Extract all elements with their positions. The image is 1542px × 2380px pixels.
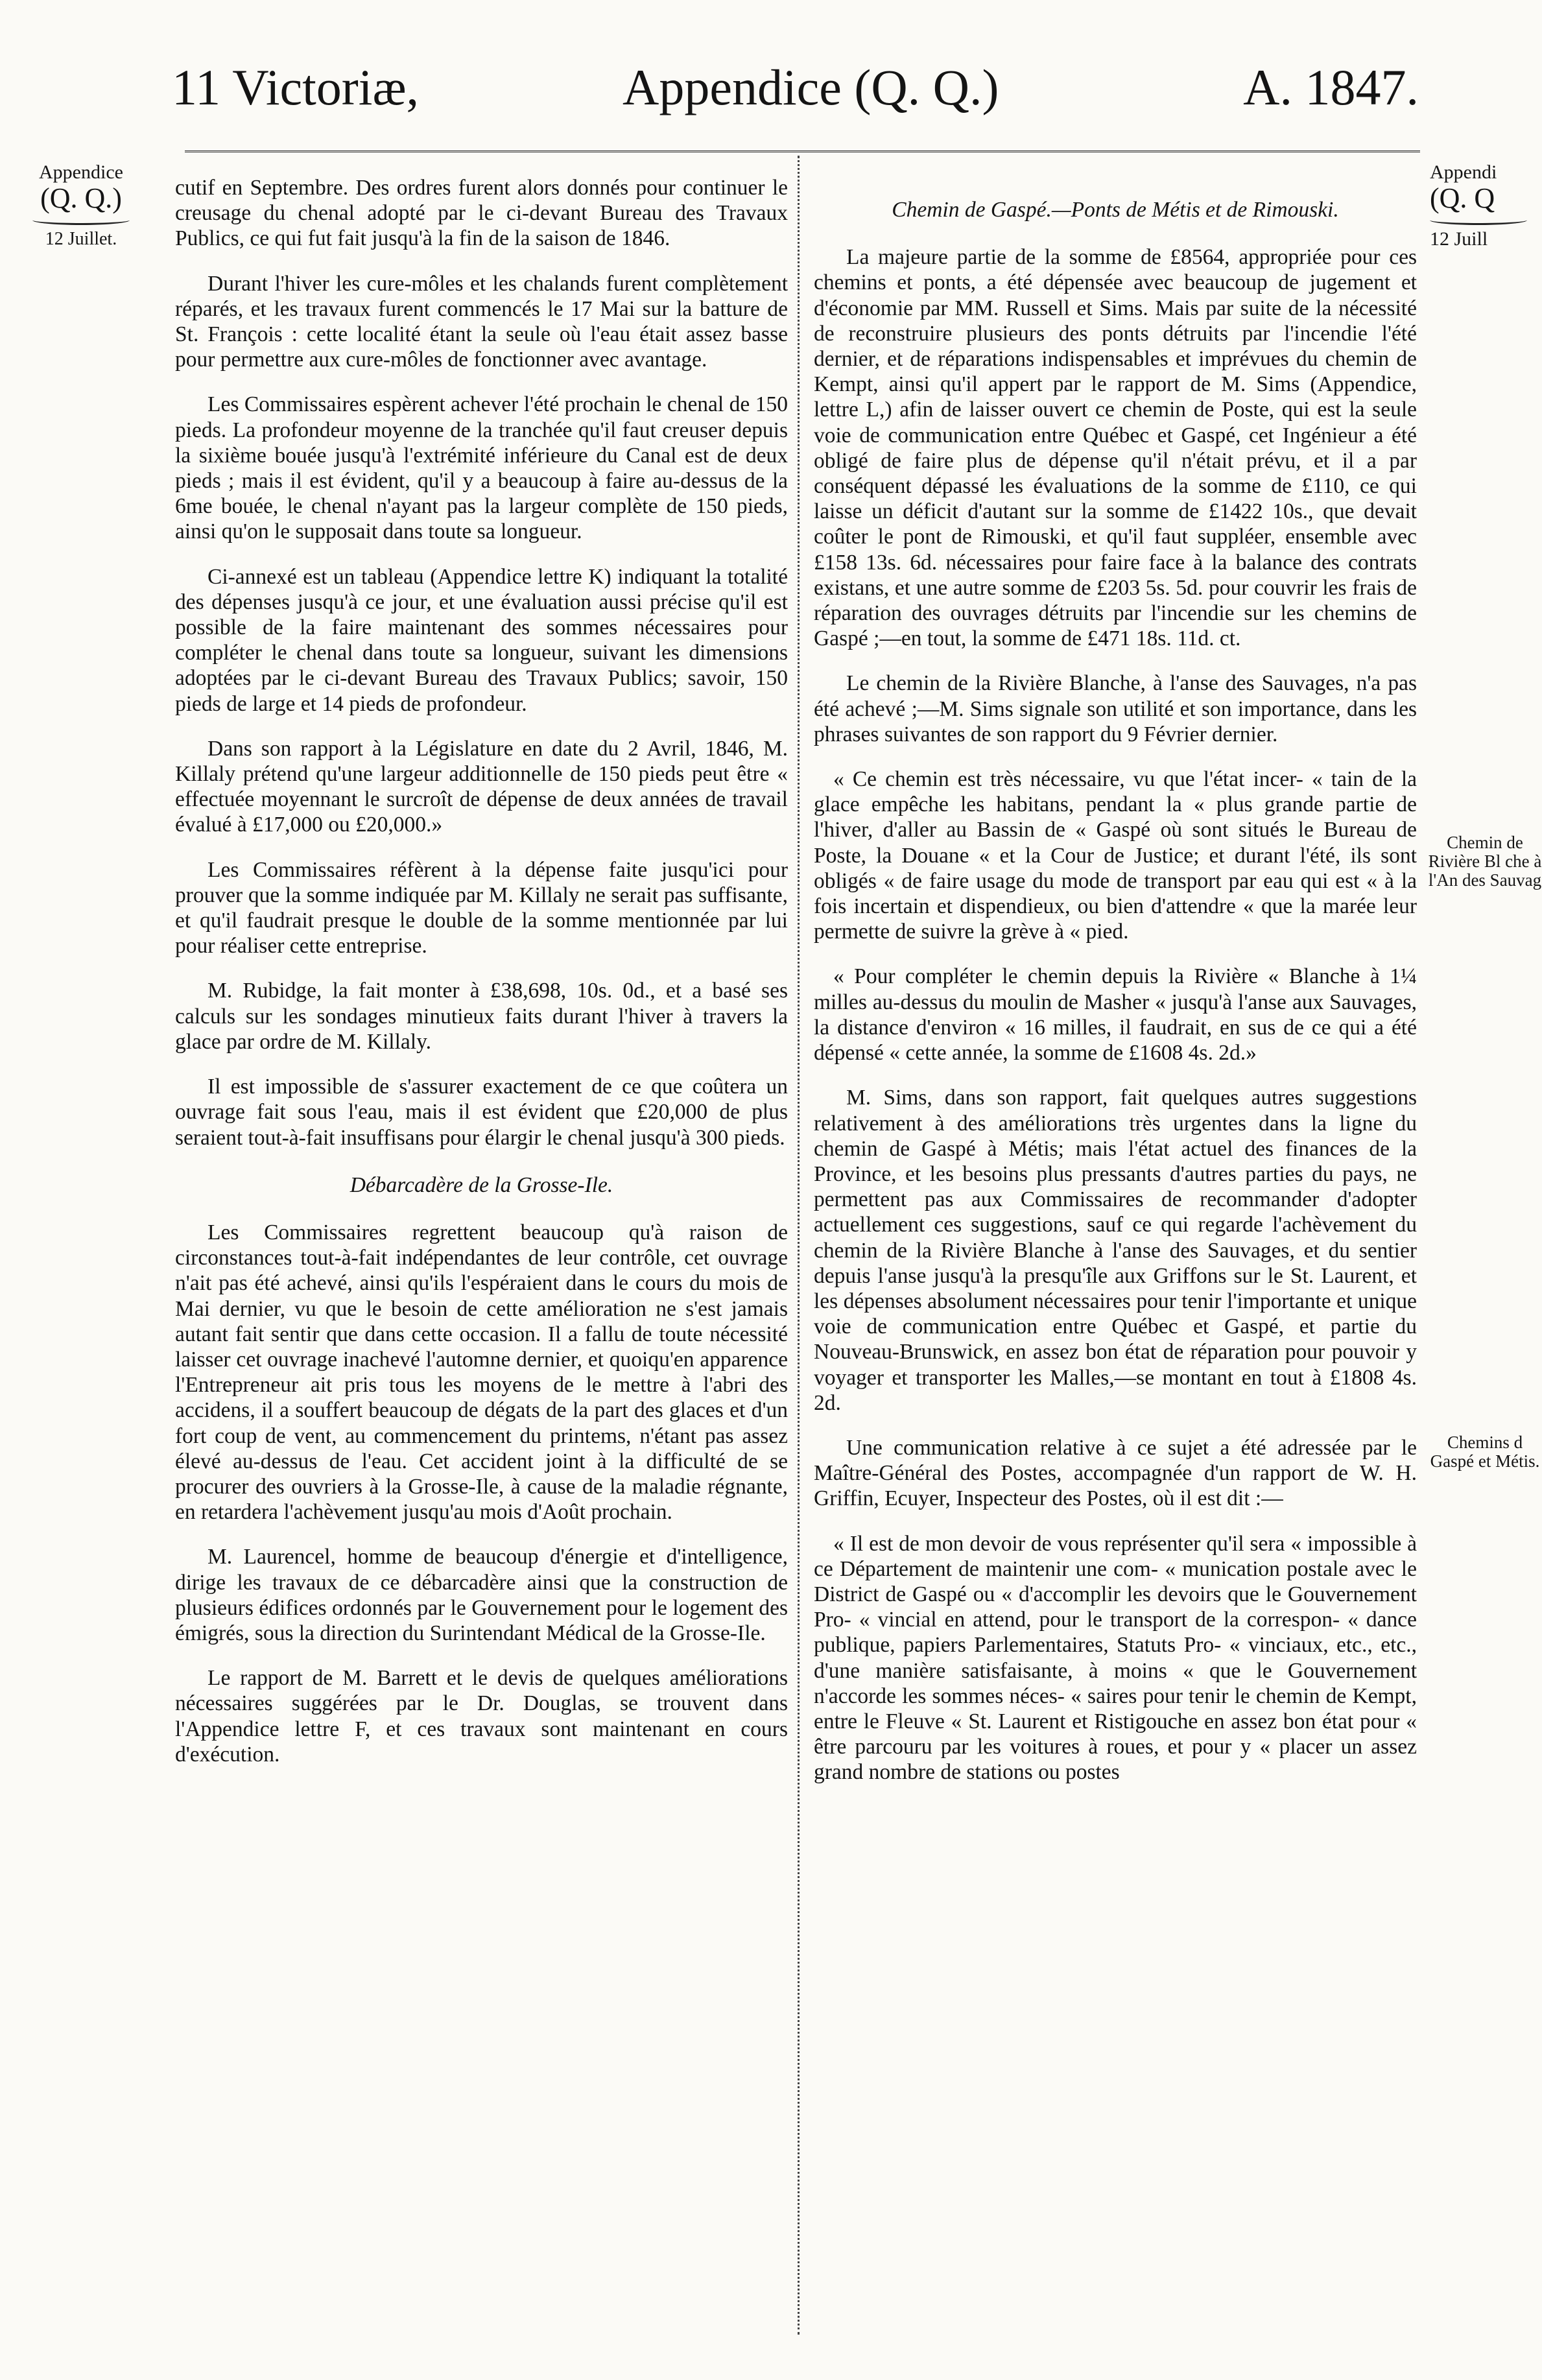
quoted-paragraph: « Il est de mon devoir de vous représenter qu'il sera « impossible à ce Département de maintenir une com- « munication postale avec le District de Gaspé ou « d'accomplir les devoirs que le Gouvernement Pro- « vincial en attend, pour le transport de la correspon- « dance publique, papiers Parlementaires, Statuts Pro- « vinciaux, etc., etc., d'une manière satisfaisante, à moins « que le Gouvernement n'accorde les sommes néces- « saires pour tenir le chemin de Kempt, entre le Fleuve « St. Laurent et Ristigouche en assez bon état pour « être parcouru par les voitures à roues, et pour y « placer un assez grand nombre de stations ou postes [814,1531,1417,1785]
brace-right [1430,215,1527,225]
paragraph: Les Commissaires réfèrent à la dépense faite jusqu'ici pour prouver que la somme indiquée par M. Killaly ne serait pas suffisante, et qu'il faudrait presque le double de la somme mentionnée par lui pour réaliser cette entreprise. [175,857,788,958]
margin-abbr-right: (Q. Q [1430,182,1495,214]
column-divider [798,156,800,2335]
left-column [175,175,788,1787]
margin-note-riviere-blanche: Chemin de Rivière Bl che à l'An des Sauvag [1428,833,1542,890]
paragraph: M. Laurencel, homme de beaucoup d'énergie et d'intelligence, dirige les travaux de ce débarcadère ainsi que la construction de plusieurs édifices ordonnés par le Gouvernement pour le logement des émigrés, sous la direction du Surintendant Médical de la Grosse-Ile. [175,1545,788,1645]
paragraph: Dans son rapport à la Législature en date du 2 Avril, 1846, M. Killaly prétend qu'une largeur additionnelle de 150 pieds peut être « effectuée moyennant le surcroît de dépense de deux années de travail évalué à £17,000 ou £20,000.» [175,736,788,837]
paragraph: Les Commissaires espèrent achever l'été prochain le chenal de 150 pieds. La profondeur moyenne de la tranchée qu'il faut creuser depuis la sixième bouée jusqu'à l'extrémité inférieure du Canal est de deux pieds ; mais il est évident, qu'il y a beaucoup à faire au-dessus de la 6me bouée, le chenal n'ayant pas la largeur complète de 150 pieds, ainsi qu'on le supposait dans toute sa longueur. [175,392,788,544]
quoted-paragraph: « Ce chemin est très nécessaire, vu que l'état incer- « tain de la glace empêche les habitans, pendant la « plus grande partie de l'hiver, d'aller au Bassin de « Gaspé où sont situés le Bureau de Poste, la Douane « et la Cour de Justice; et durant l'été, ils sont obligés « de faire usage du mode de transport par eau qui est « à la fois incertain et dispendieux, ou bien d'attendre « que la marée leur permette de suivre la grève à « pied. [814,767,1417,944]
paragraph: Ci-annexé est un tableau (Appendice lettre K) indiquant la totalité des dépenses jusqu'à ce jour, et une évaluation aussi précise qu'il est possible de la faire maintenant des sommes nécessaires pour compléter le chenal dans toute sa longueur, suivant les dimensions adoptées par le ci-devant Bureau des Travaux Publics; savoir, 150 pieds de large et 14 pieds de profondeur. [175,564,788,716]
right-column [814,175,1417,1805]
section-heading: Débarcadère de la Grosse-Ile. [350,1172,613,1197]
paragraph: Une communication relative à ce sujet a été adressée par le Maître-Général des Postes, accompagnée d'un rapport de W. H. Griffin, Ecuyer, Inspecteur des Postes, où il est dit :— [814,1435,1417,1511]
header-year: A. 1847. [1243,59,1419,115]
page-header [0,45,1542,123]
header-rule [185,150,1420,152]
paragraph: Les Commissaires regrettent beaucoup qu'à raison de circonstances tout-à-fait indépendantes de leur contrôle, cet ouvrage n'ait pas été achevé, ainsi qu'ils l'espéraient dans le cours du mois de Mai dernier, vu que le besoin de cette amélioration ne s'est jamais autant fait sentir que dans cette occasion. Il a fallu de toute nécessité laisser cet ouvrage inachevé l'automne dernier, et quoiqu'en apparence l'Entrepreneur ait pris tous les moyens de le mettre à l'abri des accidens, il a souffert beaucoup de dégats de la part des glaces et d'un fort coup de vent, au commencement du printems, n'étant pas assez élevé au-dessus de l'eau. Cet accident joint à la difficulté de se procurer des ouvriers à la Grosse-Ile, à cause de la maladie régnante, en retardera l'achèvement jusqu'au mois d'Août prochain. [175,1220,788,1525]
header-appendix: Appendice (Q. Q.) [623,59,999,115]
margin-label: Appendice [39,161,123,183]
paragraph: La majeure partie de la somme de £8564, appropriée pour ces chemins et ponts, a été dépensée avec beaucoup de jugement et d'économie par MM. Russell et Sims. Mais par suite de la nécessité de reconstruire plusieurs des ponts détruits par l'incendie l'été dernier, et de réparations indispensables et imprévues du chemin de Kempt, ainsi qu'il appert par le rapport de M. Sims (Appendice, lettre L,) afin de laisser ouvert ce chemin de Poste, qui est la seule voie de communication entre Québec et Gaspé, cet Ingénieur a été obligé de faire plus de dépense qu'il n'était prévu, et il a par conséquent dépassé les évaluations de la somme de £110, ce qui laisse un déficit d'autant sur la somme de £1422 10s., que devait coûter le pont de Rimouski, et qu'il faut suppléer, ensemble avec £158 13s. 6d. nécessaires pour faire face à la balance des contrats existans, et une autre somme de £203 5s. 5d. pour couvrir les frais de réparation des ouvrages détruits par l'incendie sur les chemins de Gaspé ;—en tout, la somme de £471 18s. 11d. ct. [814,245,1417,651]
margin-abbr: (Q. Q.) [40,182,122,214]
paragraph: M. Rubidge, la fait monter à £38,698, 10s. 0d., et a basé ses calculs sur les sondages minutieux faits durant l'hiver à travers la glace par ordre de M. Killaly. [175,979,788,1054]
paragraph: Le chemin de la Rivière Blanche, à l'anse des Sauvages, n'a pas été achevé ;—M. Sims signale son utilité et son importance, dans les phrases suivantes de son rapport du 9 Février dernier. [814,671,1417,746]
brace [32,215,130,225]
header-volume: 11 Victoriæ, [172,59,419,115]
paragraph: Il est impossible de s'assurer exactement de ce que coûtera un ouvrage fait sous l'eau, mais il est évident que £20,000 de plus seraient tout-à-fait insuffisans pour élargir le chenal jusqu'à 300 pieds. [175,1075,788,1150]
paragraph: M. Sims, dans son rapport, fait quelques autres suggestions relativement à des améliorations très urgentes dans la ligne du chemin de Gaspé à Métis; mais l'état actuel des finances de la Province, et les besoins plus pressants d'autres parties du pays, ne permettent pas aux Commissaires de recommander d'adopter actuellement ces suggestions, sauf ce qui regarde l'achèvement du chemin de la Rivière Blanche à l'anse des Sauvages, et du sentier depuis l'anse jusqu'à la presqu'île aux Griffons sur le St. Laurent, et les dépenses absolument nécessaires pour tenir l'importante et unique voie de communication entre Québec et Gaspé, et partie du Nouveau-Brunswick, en assez bon état de réparation pour pouvoir y voyager et transporter les Malles,—se montant en tout à £1808 4s. 2d. [814,1086,1417,1415]
paragraph: Le rapport de M. Barrett et le devis de quelques améliorations nécessaires suggérées par le Dr. Douglas, se trouvent dans l'Appendice lettre F, et ces travaux sont maintenant en cours d'exécution. [175,1666,788,1767]
margin-note-right [1430,162,1542,250]
margin-date-right: 12 Juill [1430,228,1488,250]
paragraph: cutif en Septembre. Des ordres furent alors donnés pour continuer le creusage du chenal adopté par le ci-devant Bureau des Travaux Publics, ce qui fut fait jusqu'à la fin de la saison de 1846. [175,176,788,251]
margin-date: 12 Juillet. [45,229,117,249]
paragraph: Durant l'hiver les cure-môles et les chalands furent complètement réparés, et les travaux furent commencés le 17 Mai sur la batture de St. François : cette localité étant la seule où l'eau était assez basse pour permettre aux cure-môles de fonctionner avec avantage. [175,271,788,372]
margin-note-left [26,162,136,250]
quoted-paragraph: « Pour compléter le chemin depuis la Rivière « Blanche à 1¼ milles au-dessus du moulin de Masher « jusqu'à l'anse aux Sauvages, la distance d'environ « 16 milles, il faudrait, en sus de ce qui a été dépensé « cette année, la somme de £1608 4s. 2d.» [814,964,1417,1065]
margin-note-chemins-gaspe: Chemins d Gaspé et Métis. [1430,1433,1540,1471]
section-heading: Chemin de Gaspé.—Ponts de Métis et de Rimouski. [892,198,1339,222]
margin-label-right: Appendi [1430,161,1497,183]
